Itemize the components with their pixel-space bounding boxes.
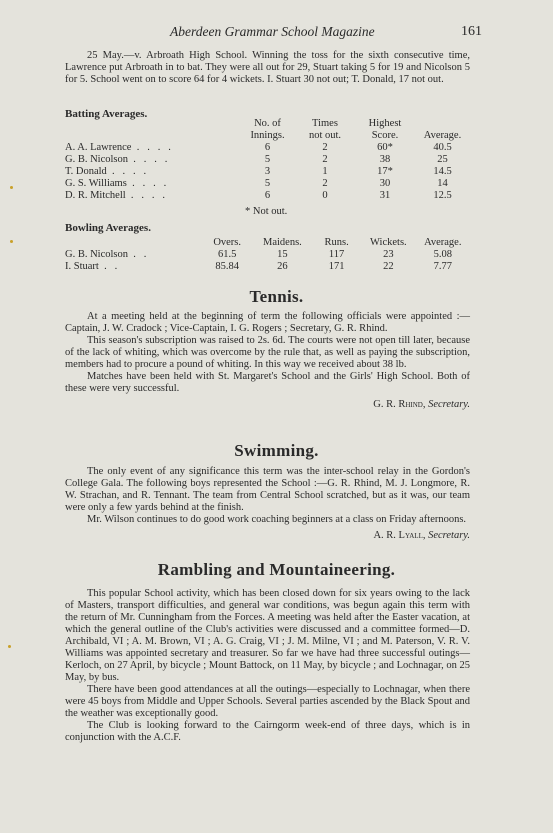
rambling-paragraph: The Club is looking forward to the Cairngorm week-end of three days, which is in conjunction with the A.C.F. — [65, 720, 470, 743]
rambling-paragraph: There have been good attendances at all the outings—especially to Lochnagar, when there were 45 boys from Middle and Upper Schools. Several parties ascended by the Black Spout and the weather was exceptionally good. — [65, 684, 470, 719]
leader-dots: . . . . — [131, 142, 171, 153]
batting-row — [65, 166, 470, 178]
tennis-section — [65, 311, 470, 411]
bowling-column-header — [65, 237, 202, 249]
player-name: G. B. Nicolson — [65, 249, 128, 260]
bowling-player-name — [65, 249, 202, 261]
player-name: G. S. Williams — [65, 178, 127, 189]
batting-row — [65, 178, 470, 190]
bowling-table — [65, 237, 470, 273]
batting-stat: 3 — [264, 166, 271, 177]
leader-dots: . . — [128, 249, 147, 260]
batting-player-name — [65, 166, 240, 178]
bowling-stat: 7.77 — [433, 261, 452, 272]
batting-column-header: Score. — [371, 130, 399, 141]
player-name: A. A. Lawrence — [65, 142, 132, 153]
batting-row — [65, 154, 470, 166]
player-name: I. Stuart — [65, 261, 99, 272]
batting-player-name — [65, 190, 240, 202]
batting-stat: 25 — [437, 154, 448, 165]
tennis-signature — [65, 399, 470, 411]
batting-column-header: Average. — [423, 130, 462, 141]
bowling-column-header: Wickets. — [370, 237, 407, 248]
margin-dot — [10, 240, 13, 243]
leader-dots: . . . . — [128, 154, 168, 165]
batting-stat: 38 — [379, 154, 391, 165]
leader-dots: . . — [98, 261, 118, 272]
batting-column-header: Highest — [368, 118, 402, 129]
tennis-title: Tennis. — [249, 287, 304, 306]
batting-stat: 1 — [322, 166, 328, 177]
leader-dots: . . . . — [126, 178, 167, 189]
rambling-section — [65, 588, 470, 744]
batting-table — [65, 118, 470, 202]
batting-stat: 2 — [322, 154, 328, 165]
swimming-title: Swimming. — [234, 441, 319, 460]
batting-stat: 0 — [322, 190, 328, 201]
batting-stat: 2 — [322, 178, 328, 189]
player-name: D. R. Mitchell — [65, 190, 126, 201]
batting-stat: 17* — [377, 166, 393, 177]
batting-stat: 5 — [264, 178, 271, 189]
batting-column-header: not out. — [308, 130, 342, 141]
bowling-column-header: Maidens. — [263, 237, 302, 248]
batting-stat: 12.5 — [433, 190, 452, 201]
bowling-stat: 61.5 — [217, 249, 237, 260]
batting-stat: 60* — [377, 142, 393, 153]
page-number: 161 — [461, 24, 482, 39]
batting-column-header — [415, 118, 470, 130]
swimming-section — [65, 466, 470, 542]
bowling-stat: 26 — [277, 261, 288, 272]
batting-header-row — [65, 130, 470, 142]
bowling-averages — [65, 222, 470, 273]
bowling-player-name — [65, 261, 202, 273]
margin-dot — [10, 186, 13, 189]
bowling-stat: 15 — [277, 249, 288, 260]
batting-stat: 2 — [322, 142, 328, 153]
batting-heading: Batting Averages. — [65, 108, 148, 120]
swimming-signature-name: A. R. Lyall, — [373, 530, 426, 541]
batting-column-header: Innings. — [250, 130, 285, 141]
bowling-column-header: Runs. — [324, 237, 349, 248]
bowling-stat: 85.84 — [215, 261, 239, 272]
batting-stat: 6 — [264, 142, 271, 153]
bowling-column-header: Average. — [424, 237, 462, 248]
match-report-block — [65, 50, 470, 86]
tennis-signature-role: Secretary. — [428, 399, 470, 410]
bowling-stat: 117 — [328, 249, 345, 260]
bowling-row — [65, 261, 470, 273]
bowling-header-row — [65, 237, 470, 249]
bowling-stat: 171 — [328, 261, 345, 272]
swimming-signature — [65, 530, 470, 542]
batting-column-header — [65, 130, 240, 142]
batting-row — [65, 142, 470, 154]
tennis-signature-name: G. R. Rhind, — [373, 399, 426, 410]
leader-dots: . . . . — [125, 190, 166, 201]
batting-stat: 40.5 — [433, 142, 452, 153]
batting-stat: 31 — [379, 190, 391, 201]
batting-stat: 14 — [437, 178, 448, 189]
batting-player-name — [65, 142, 240, 154]
bowling-row — [65, 249, 470, 261]
bowling-stat: 22 — [383, 261, 394, 272]
bowling-stat: 5.08 — [433, 249, 452, 260]
player-name: T. Donald — [65, 166, 107, 177]
rambling-paragraph: This popular School activity, which has been closed down for six years owing to the lack of Masters, transport difficulties, and general war conditions, was begun again this term with the return of Mr. Cunningham from the Forces. A meeting was held after the Easter vacation, at which the general outline of the Club's activities were discussed and a committee formed—D. Archibald, VI ; A. M. Brown, VI ; A. G. Craig, VI ; J. M. Milne, VI ; and M. Paterson, V. R. V. Williams was appointed secretary and treasurer. So far we have had three successful outings—Kerloch, on 27 April, by bicycle ; Mount Battock, on 11 May, by bicycle ; and Lochnagar, on 25 May, by bus. — [65, 588, 470, 683]
tennis-paragraph: This season's subscription was raised to 2s. 6d. The courts were not open till later, because of the lack of whiting, which was overcome by the rule that, as well as paying the subscription, members had to procure a pound of whiting. In this way we received about 38 lb. — [65, 335, 470, 370]
batting-averages — [65, 108, 470, 218]
rambling-title: Rambling and Mountaineering. — [157, 560, 396, 579]
batting-stat: 30 — [379, 178, 391, 189]
match-report: 25 May.—v. Arbroath High School. Winning the toss for the sixth consecutive time, Lawrence put Arbroath in to bat. They were all out for 29, Stuart taking 5 for 19 and Nicolson 5 for 5. School went on to score 64 for 4 wickets. I. Stuart 30 not out; T. Donald, 17 not out. — [65, 50, 470, 85]
bowling-heading: Bowling Averages. — [65, 222, 151, 234]
batting-player-name — [65, 154, 240, 166]
batting-stat: 6 — [264, 190, 271, 201]
bowling-column-header: Overs. — [213, 237, 242, 248]
leader-dots: . . . . — [106, 166, 147, 177]
batting-stat: 14.5 — [433, 166, 452, 177]
batting-player-name — [65, 178, 240, 190]
batting-footnote: * Not out. — [245, 206, 288, 217]
batting-row — [65, 190, 470, 202]
tennis-paragraph: Matches have been held with St. Margaret's School and the Girls' High School. Both of these were very successful. — [65, 371, 470, 394]
swimming-signature-role: Secretary. — [428, 530, 470, 541]
bowling-stat: 23 — [383, 249, 394, 260]
batting-column-header: Times — [312, 118, 338, 129]
margin-dot — [8, 645, 11, 648]
batting-stat: 5 — [264, 154, 271, 165]
swimming-paragraph: The only event of any significance this term was the inter-school relay in the Gordon's College Gala. The following boys represented the School :—G. R. Rhind, M. J. Longmore, R. W. Strachan, and R. Tennant. The team from Central School scratched, but as it was, our team were only a few yards behind at the finish. — [65, 466, 470, 513]
player-name: G. B. Nicolson — [65, 154, 128, 165]
batting-column-header: No. of — [254, 118, 281, 129]
swimming-paragraph: Mr. Wilson continues to do good work coaching beginners at a class on Friday afternoons. — [87, 514, 467, 525]
running-title: Aberdeen Grammar School Magazine — [170, 24, 375, 39]
tennis-paragraph: At a meeting held at the beginning of term the following officials were appointed :—Captain, J. W. Cradock ; Vice-Captain, I. G. Rogers ; Secretary, G. R. Rhind. — [65, 311, 470, 334]
